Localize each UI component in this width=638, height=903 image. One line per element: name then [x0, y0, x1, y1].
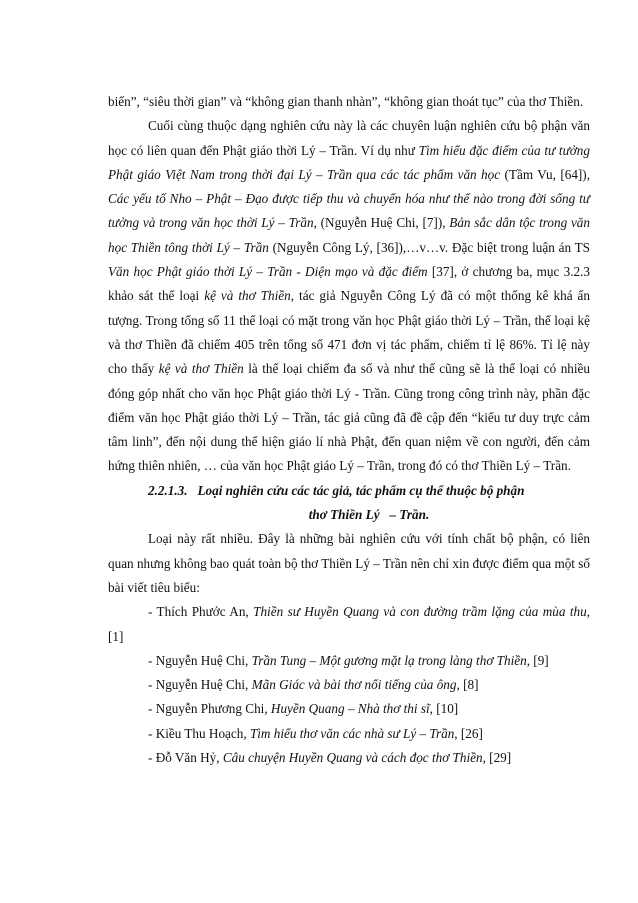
section-heading — [108, 479, 590, 528]
paragraph-research-monographs — [108, 114, 590, 478]
list-item-title: Trần Tung – Một gương mặt lạ trong làng thơ Thiền — [251, 652, 527, 668]
italic-title-segment: Tìm hiểu đặc điểm của tư tưởng Phật giáo Việt Nam trong thời đại Lý – Trần qua các tác phẩm văn học — [108, 142, 590, 182]
list-item-ref: , [1] — [108, 604, 590, 644]
text-segment: (Nguyễn Công Lý, [36]),…v…v. Đặc biệt trong luận án TS — [268, 239, 590, 255]
section-heading-line1: 2.2.1.3. Loại nghiên cứu các tác giả, tác phẩm cụ thể thuộc bộ phận — [148, 482, 525, 498]
text-segment: (Tầm Vu, [64]), — [500, 166, 590, 182]
text-segment: [37], ở chương ba, mục 3.2.3 khảo sát thể loại — [108, 264, 590, 304]
list-item-title: Mãn Giác và bài thơ nổi tiếng của ông — [251, 677, 457, 693]
list-item-author: - Nguyễn Phương Chi, — [148, 701, 271, 717]
list-item — [108, 697, 590, 721]
italic-title-segment: kệ và thơ Thiền — [158, 361, 244, 377]
list-item — [108, 746, 590, 770]
list-item-author: - Thích Phước An, — [148, 604, 254, 620]
list-item-title: Câu chuyện Huyền Quang và cách đọc thơ Thiền — [222, 750, 483, 766]
paragraph-intro-list: Loại này rất nhiều. Đây là những bài nghiên cứu với tính chất bộ phận, có liên quan nhưng không bao quát toàn bộ thơ Thiền Lý – Trần nên chỉ xin được điểm qua một số bài viết tiêu biểu: — [108, 531, 590, 595]
list-item — [108, 600, 590, 649]
text-segment: là thể loại chiếm đa số và như thế cũng sẽ là thể loại có nhiều đóng góp nhất cho văn học Phật giáo thời Lý - Trần. Cũng trong công trình này, phần đặc điểm văn học Phật giáo thời Lý – Trần, tác giả cũng đã đề cập đến “kiểu tư duy trực cảm tâm linh”, đến nội dung thể hiện giáo lí nhà Phật, đến quan niệm về con người, đến cảm hứng thiên nhiên, … của văn học Phật giáo Lý – Trần, trong đó có thơ Thiền Lý – Trần. — [108, 361, 590, 474]
list-item-ref: , [26] — [454, 725, 483, 741]
list-item-ref: , [10] — [429, 701, 459, 717]
italic-title-segment: Văn học Phật giáo thời Lý – Trần - Diện mạo và đặc điểm — [108, 264, 428, 280]
text-segment: Cuối cùng thuộc dạng nghiên cứu này là các chuyên luận nghiên cứu bộ phận văn học có liên quan đến Phật giáo thời Lý – Trần. Ví dụ như — [108, 118, 590, 158]
document-page — [108, 90, 590, 770]
text-segment: , tác giả Nguyễn Công Lý đã có một thống kê khá ấn tượng. Trong tổng số 11 thể loại có mặt trong văn học Phật giáo thời Lý – Trần, thể loại kệ và thơ Thiền đã chiếm 405 trên tổng số 471 đơn vị tác phẩm, chiếm tỉ lệ 86%. Tỉ lệ này cho thấy — [108, 288, 591, 377]
reference-list — [108, 600, 590, 770]
list-item-author: - Đỗ Văn Hỷ, — [148, 750, 223, 766]
list-item-ref: , [9] — [526, 652, 549, 668]
italic-title-segment: Các yếu tố Nho – Phật – Đạo được tiếp thu và chuyển hóa như thế nào trong đời sống tư tưởng và trong văn học thời Lý – Trần — [108, 191, 590, 231]
section-heading-line2: thơ Thiền Lý – Trần. — [308, 507, 430, 523]
list-item-author: - Nguyễn Huệ Chi, — [148, 652, 252, 668]
text-segment: , (Nguyễn Huệ Chi, [7]), — [313, 215, 450, 231]
italic-title-segment: Bản sắc dân tộc trong văn học Thiền tông thời Lý – Trần — [108, 215, 590, 255]
list-item-author: - Nguyễn Huệ Chi, — [148, 677, 252, 693]
list-item-author: - Kiều Thu Hoạch, — [148, 725, 250, 741]
list-item — [108, 649, 590, 673]
list-item-ref: , [29] — [482, 750, 512, 766]
list-item-title: Thiền sư Huyền Quang và con đường trầm lặng của mùa thu — [253, 604, 587, 620]
list-item — [108, 722, 590, 746]
list-item-ref: , [8] — [456, 677, 479, 693]
list-item-title: Tìm hiểu thơ văn các nhà sư Lý – Trần — [249, 725, 455, 741]
italic-title-segment: kệ và thơ Thiền — [204, 288, 291, 304]
paragraph-continuation: biến”, “siêu thời gian” và “không gian thanh nhàn”, “không gian thoát tục” của thơ Thiền. — [108, 94, 584, 109]
list-item-title: Huyền Quang – Nhà thơ thi sĩ — [270, 701, 430, 717]
list-item — [108, 673, 590, 697]
